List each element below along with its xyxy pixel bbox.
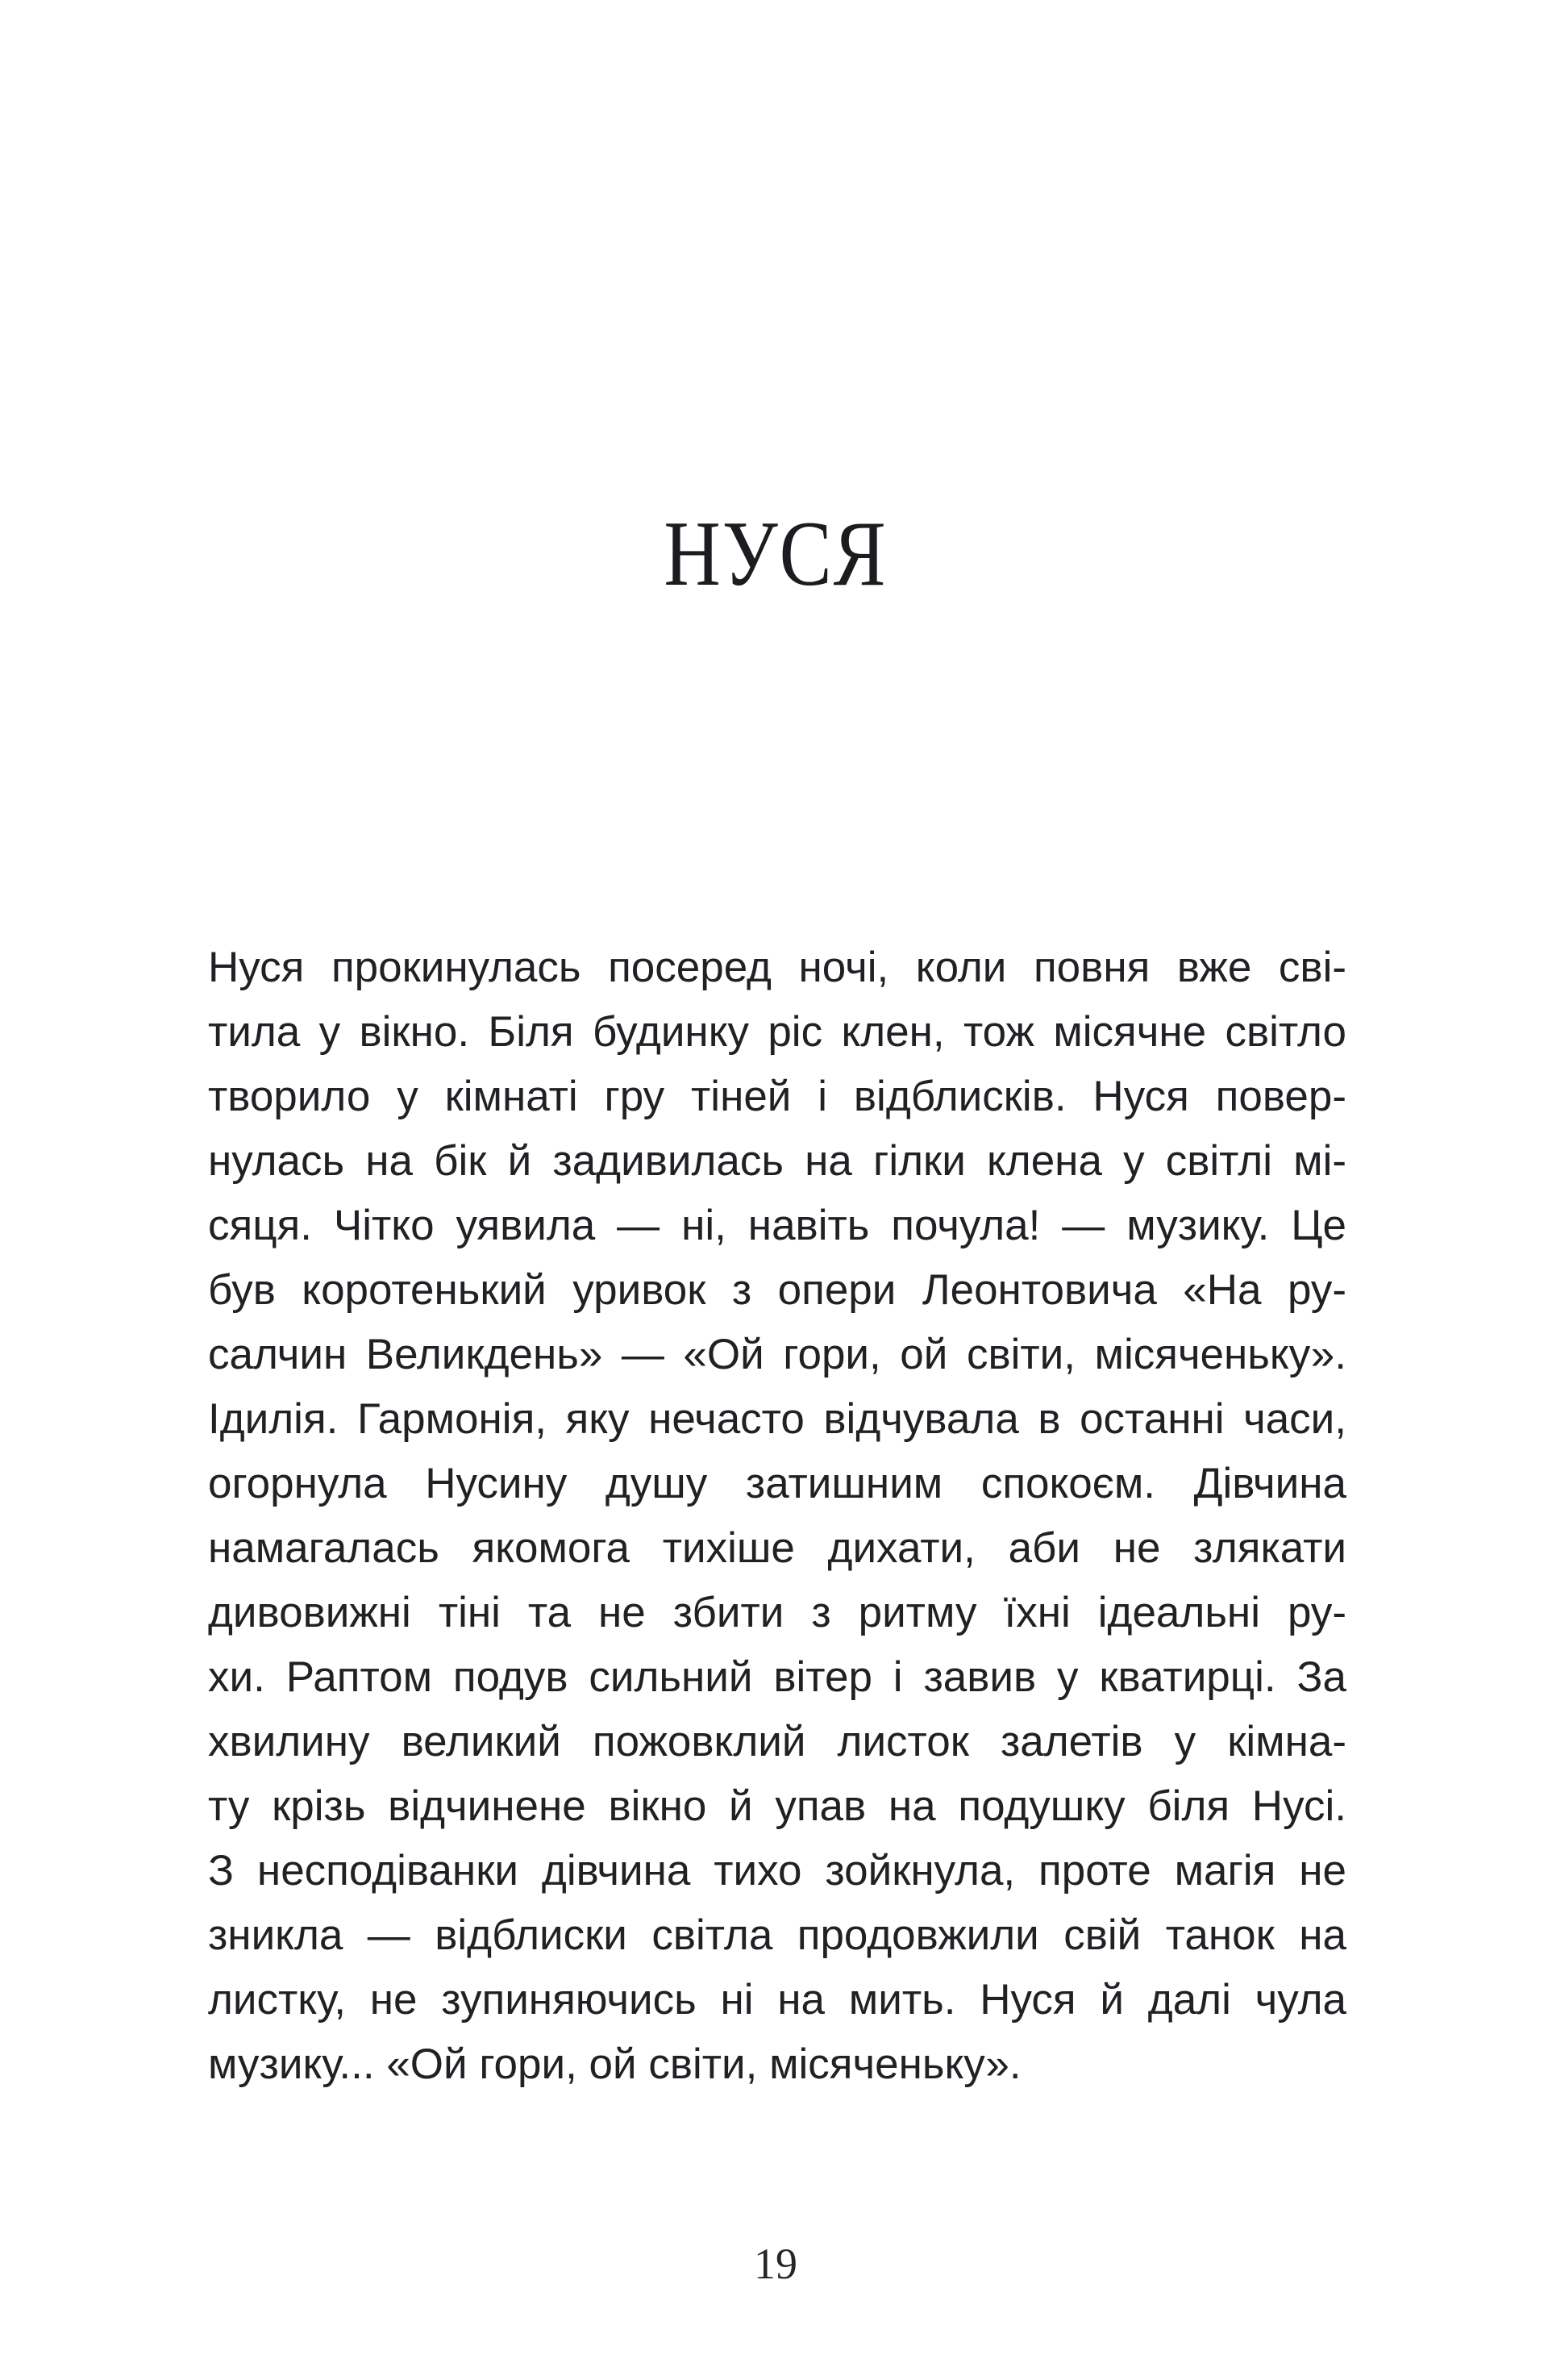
body-line: листку, не зупиняючись ні на мить. Нуся й далі чула	[208, 1976, 1346, 2024]
body-line: ту крізь відчинене вікно й упав на подушку біля Нусі.	[208, 1782, 1346, 1830]
body-line: салчин Великдень» — «Ой гори, ой світи, місяченьку».	[208, 1331, 1346, 1378]
body-line: тила у вікно. Біля будинку ріс клен, тож місячне світло	[208, 1008, 1346, 1056]
body-line: намагалась якомога тихіше дихати, аби не злякати	[208, 1524, 1346, 1572]
chapter-title-text: НУСЯ	[664, 502, 888, 606]
body-line: Ідилія. Гармонія, яку нечасто відчувала в останні часи,	[208, 1395, 1346, 1443]
body-line: нулась на бік й задивилась на гілки клена у світлі мі-	[208, 1137, 1346, 1185]
page-number: 19	[754, 2240, 797, 2288]
body-line: хвилину великий пожовклий листок залетів у кімна-	[208, 1718, 1346, 1765]
body-paragraph	[208, 936, 1346, 2097]
body-line: був коротенький уривок з опери Леонтовича «На ру-	[208, 1266, 1346, 1314]
body-line: З несподіванки дівчина тихо зойкнула, проте магія не	[208, 1847, 1346, 1894]
body-line: дивовижні тіні та не збити з ритму їхні ідеальні ру-	[208, 1589, 1346, 1636]
body-line: Нуся прокинулась посеред ночі, коли повня вже сві-	[208, 944, 1346, 991]
chapter-title	[205, 502, 1346, 607]
body-line: хи. Раптом подув сильний вітер і завив у кватирці. За	[208, 1653, 1346, 1701]
body-line: сяця. Чітко уявила — ні, навіть почула! — музику. Це	[208, 1202, 1346, 1249]
body-line: огорнула Нусину душу затишним спокоєм. Дівчина	[208, 1460, 1346, 1507]
body-line: творило у кімнаті гру тіней і відблисків. Нуся повер-	[208, 1073, 1346, 1120]
body-line: зникла — відблиски світла продовжили свій танок на	[208, 1911, 1346, 1959]
body-line: музику... «Ой гори, ой світи, місяченьку».	[208, 2040, 1022, 2088]
